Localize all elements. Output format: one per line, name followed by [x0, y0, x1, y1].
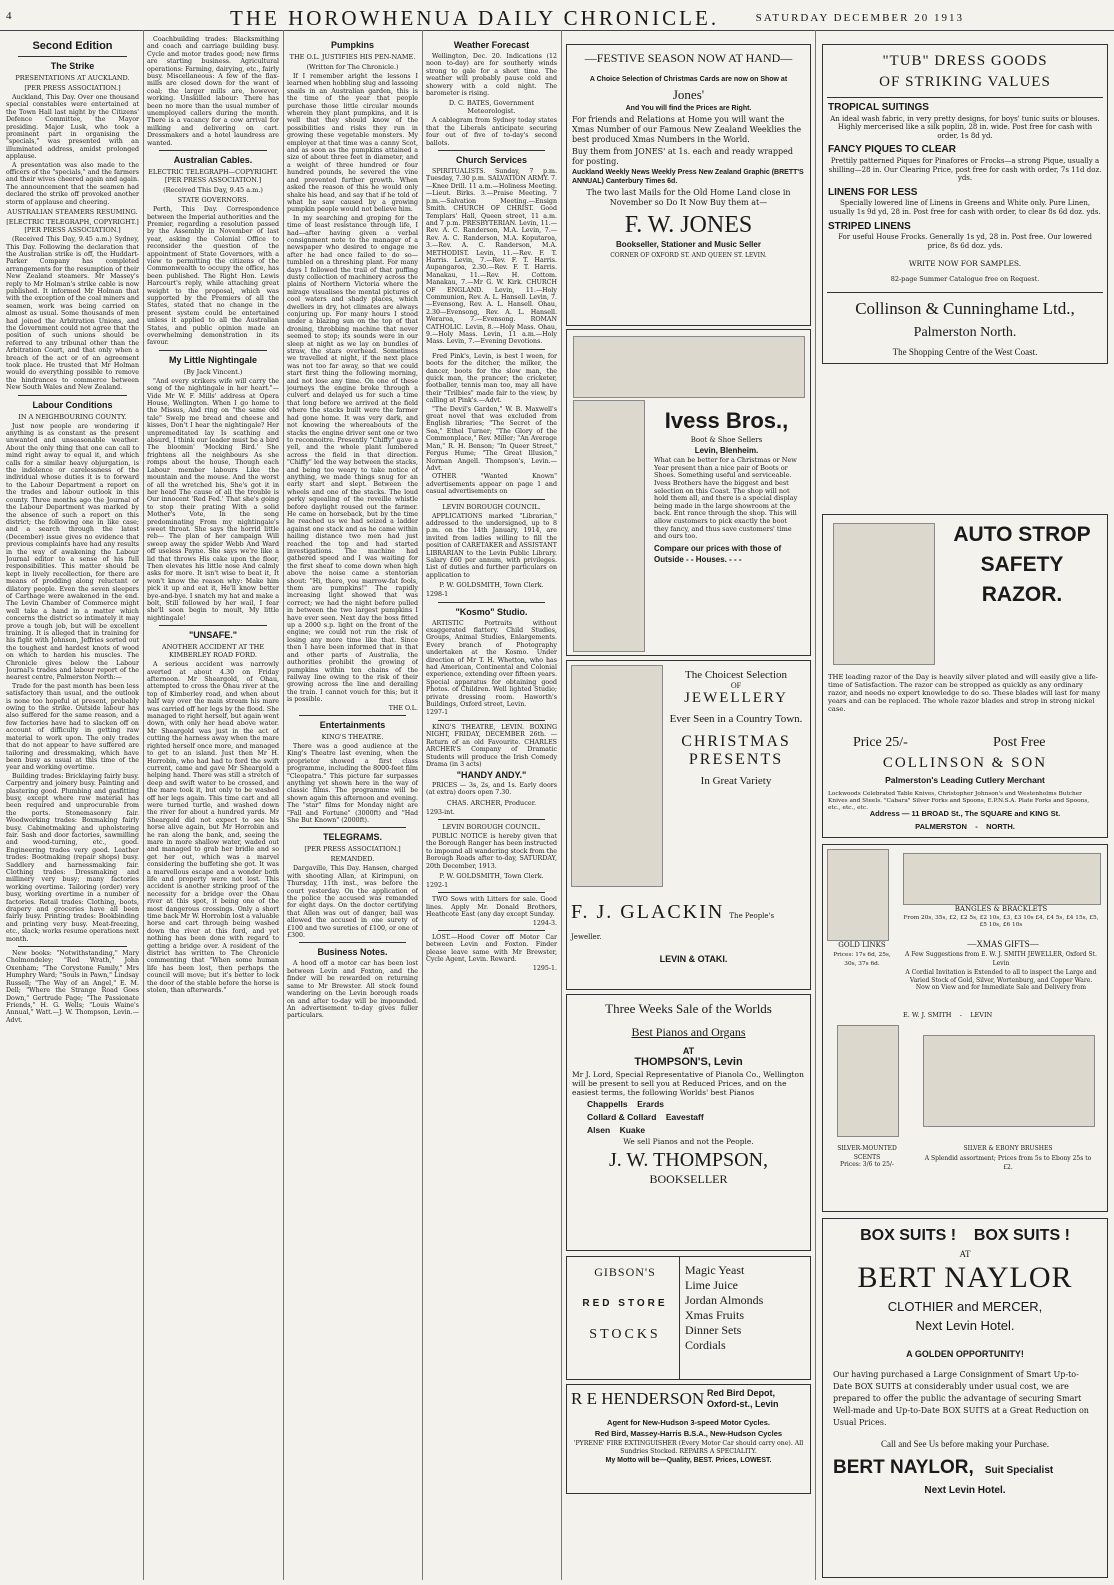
ad-line: 82-page Summer Catalogue free on Request.: [890, 274, 1040, 283]
advert-paragraph: Fred Pink's, Levin, is best I ween, for boots for the ditcher, the milker, the dancer, boots for the slow man, the quick man, the prancer; the cricketer, footballer, tennis man too, may all have their "Trilbies" made fair to the view, by calling at Pink's.—Advt.: [426, 352, 557, 405]
ad-line: SILVER-MOUNTED SCENTS: [837, 1145, 897, 1161]
ad-line: AT: [682, 1046, 695, 1056]
article-paragraph: Just now people are wondering if anything is as constant as the present unwanted and unseasonable weather. About the only thing that one can call to mind right away to equal it, and which calls for a similar heavy objurgation, is the indolence or carelessness of the individual whose duties it is to forward to the Labour Department a report on the trades and labour outlook in this county. Three months ago the Journal of the Labour Department was marked by the absence of such a report on this district; the following one in like case; and a search through the latest (December) issue gives no evidence that previous complaints have had any results in the way of awakening the Labour Journal editor to a sense of his full responsibilities. This matter should be kept in lively recollection, for there are means of prodding along reluctant or dilatory people. Even the seven sleepers of Carthage were awakened in the end. The Levin Chamber of Commerce might well take a hand in a matter which concerns the district so intimately it may prove a tough job, but will be excellent training. It is alleged that in training for his fight with Johnson, Jeffries sorted out the toughest and hardest knots of wood on which to harden his muscles. The Chronicle gives below the Labour Journal's trades and labour report of the nearest centre, Palmerston North:—: [6, 422, 139, 682]
ad-line: Jordan Almonds: [685, 1293, 764, 1307]
gibson-advert: [566, 1256, 811, 1380]
advert-paragraph: PRICES — 3s, 2s, and 1s. Early doors (at extra) doors open 7.30.: [426, 781, 557, 797]
article-paragraph: In my searching and groping for the time of least resistance through life, I had—after having given a verbal consignment note to the manager of a newspaper who desired to engage me after he had once failed to do so—tumbled on a threshing plant. For many days I followed the trail of that puffing dusty collection of machinery across the plains of Northern Victoria where the mirage visualises the mental pictures of cool waters and shady places, which dwellers in dry, hot climates are always conjuring up. For many hours I stood under a blazing sun on the top of that droning, throbbing machine that never seemed to stop; its sounds were in our sleep at night as we lay on bundles of straw, the stars overhead. Sometimes we travelled at night, if the next place was not too far away, so that we could start first thing the following morning, and not lose any time. On one of these journeys the engine broke through a culvert and delayed us for such a time that long before we arrived at the field where the stacks built were the farmer had gone home. It was very dark, and not knowing the whereabouts of the stacks the engine driver sent one or two to reconnoitre. Presently "Chiffy" gave a yell, and the whole plant lumbered across the field in that direction. "Chiffy" led the way between the stacks, and being too weary to take notice of anything, we made things snug for an early start and slept. Between the wheels and one of the stacks. The loud perky squealing of the reveille whistle before daylight roused out the farmer. He came on horseback, but by the time he reached us we had seized a ladder against one stack and as he came within hailing distance two men had just reached the top and had started investigations. The machine had gathered speed and I was waiting for the first sheaf to come down when high above the noise came a stentorian shout: "Hi, there, you marrow-fat fools, them are pumpkins!" The rapidly increasing light showed that was correct; we had the night before pulled in between the two largest pumpkins I have ever seen. Next day the boss fitted up a 2000 s.p. light on the front of the engine; we could not run the risk of losing any more time like that. Since then I have been informed that in that and other parts of Australia, the authorities prohibit the growing of pumpkins within ten chains of the railway line owing to the risk of their growing across the line and derailing the train. I cannot vouch for this; but it is possible.: [287, 214, 418, 704]
ad-line: BOOKSELLER: [649, 1171, 728, 1186]
kings-reference: 1293-int.: [426, 808, 455, 816]
shoes-illustration: [573, 336, 805, 398]
column-3: [287, 36, 418, 1576]
article-paragraph: There was a good audience at the King's Theatre last evening, when the proprietor showed a first class programme, including the 8000-feet film "Cleopatra." This picture far surpasses anything yet shown here in the way of classic films. The programme will be shown again this afternoon and evening. The "star" films for Monday night are "Fall and Fortune" (3000ft) and "Had She But Known" (2000ft).: [287, 742, 418, 824]
ad-line: Prices: 3/6 to 25/-: [840, 1161, 894, 1168]
ad-line: FANCY PIQUES TO CLEAR: [828, 144, 956, 156]
ad-line: AT: [959, 1249, 971, 1259]
column-divider: [422, 30, 423, 1580]
naylor-advert: [822, 1218, 1108, 1578]
ad-line: Chappells Erards: [587, 1099, 664, 1109]
ad-line: Next Levin Hotel.: [915, 1318, 1015, 1333]
ad-line: Call and See Us before making your Purchase.: [881, 1439, 1049, 1449]
ad-line: Specially lowered line of Linens in Greens and White only. Pure Linen, usually 1s 9d yd, 28 in. Post free for cash with order, to clear 8s 6d doz. yds.: [829, 199, 1101, 216]
play-title: "HANDY ANDY.": [456, 770, 527, 781]
ad-line: Auckland Weekly News Weekly Press New Zealand Graphic (BRETT'S ANNUAL) Canterbury Times 6d.: [572, 169, 804, 185]
ad-line: Xmas Fruits: [685, 1308, 745, 1322]
notice-heading: LEVIN BOROUGH COUNCIL.: [442, 822, 541, 831]
column-2: [147, 36, 279, 1576]
thompson-advert: [566, 994, 811, 1251]
article-paragraph: (Received This Day, 9.45 a.m.) Sydney, This Day. Following the declaration that the Australian strike is off, the Huddart-Parker Company has completed arrangements for the resumption of their New Zealand steamers. Mr Massey's reply to Mr Holman's strike cable is now published. It informed Mr Holman that with the exception of the coal miners and seamen, work was being carried on almost as usual. Some thousands of men had joined the Arbitration Unions, and the Government could not agree that the position of such unions should be referred to any tribunal other than the Arbitration Court, and that only when a breach of the act or of an agreement took place. He trusted that Mr Holman would do everything possible to remove the hindrances to commerce between New South Wales and New Zealand.: [6, 236, 139, 392]
sows-reference: 1294-3.: [532, 919, 557, 927]
advert-paragraph: OTHER "Wanted Known" advertisements appear on page 1 and casual advertisements on: [426, 473, 557, 496]
ad-line: Agent for New-Hudson 3-speed Motor Cycles.: [607, 1418, 770, 1427]
ad-line: Collard & Collard Eavestaff: [587, 1112, 704, 1122]
ad-line: BANGLES & BRACKLETS: [954, 905, 1048, 913]
column-divider: [561, 30, 562, 1580]
ad-line: "TUB" DRESS GOODS: [882, 53, 1048, 69]
nightingale-heading: My Little Nightingale: [168, 354, 257, 365]
lost-reference: 1295-1.: [532, 964, 557, 972]
ad-line: 'PYRENE' FIRE EXTINGUISHER (Every Motor Car should carry one). All Sundries Stocked. REPAIRS A SPECIALITY.: [573, 1440, 804, 1455]
article-paragraph: Coachbuilding trades: Blacksmithing and coach and carriage building busy. Cycle and motor trades good; new firms are starting business. Agricultural operations: Farming, dairying, etc., fairly busy. Miscellaneous: A few of the flax-mills are closed down for the want of coal; the larger mills are, however, working. Unskilled labour: There has been no more than the usual number of unemployed callers during the month. There is a vacancy for a cow arrival for milking and delivering on cart. Dressmakers and a hotel laundress are wanted.: [147, 36, 279, 147]
festive-heading: —FESTIVE SEASON NOW AT HAND—: [584, 51, 793, 65]
ad-line: STRIPED LINENS: [828, 220, 911, 232]
ad-line: Post Free: [993, 735, 1046, 750]
article-paragraph: Wellington, Dec. 20. Indications (12 noon to-day) are for southerly winds strong to gale for a short time. The weather will probably pause cold and showery with a cold night. The barometer is rising.: [426, 53, 557, 98]
ad-line: LINENS FOR LESS: [828, 186, 918, 198]
ad-line: In Great Variety: [700, 775, 772, 787]
pumpkins-heading: Pumpkins: [330, 40, 374, 50]
ad-line: OF STRIKING VALUES: [879, 74, 1051, 90]
ad-line: What can be better for a Christmas or New Year present than a nice pair of Boots or Shoes. Something useful and serviceable. Ivess Brothers have the biggest and best selection on this Coast. The shop will not hold them all, and there is a special display being made in the large showroom at the back. Ent rance through the shop. This will allow customers to pick exactly the boot they fancy, and thus save customers' time and ours too.: [654, 456, 798, 541]
masthead-rule: [0, 30, 1114, 31]
ad-line: BOX SUITS ! BOX SUITS !: [860, 1227, 1070, 1244]
advert-paragraph: APPLICATIONS marked "Librarian," addressed to the undersigned, up to 8 p.m. on the 14th January, 1914, are invited from ladies willing to fill the position of CARETAKER and ASSISTANT LIBRARIAN to the Levin Public Library. Salary £60 per annum, with privileges. List of duties and further particulars on application to: [426, 512, 557, 579]
entertainments-subheading: KING'S THEATRE.: [321, 732, 384, 741]
ad-line: WRITE NOW FOR SAMPLES.: [908, 259, 1022, 269]
ad-line: OF: [730, 681, 742, 690]
article-paragraph: Dargaville, This Day. Hansen, charged with shooting Allan, at Kirimpuni, on Thursday, 11th inst., was before the court yesterday. On the application of the police the accused was remanded for eight days. On the doctor certifying that Allen was out of danger, bail was allowed the accused in one surety of £100 and two sureties of £100, or one of £300.: [287, 865, 418, 940]
nightingale-byline: (By Jack Vincent.): [183, 367, 243, 376]
article-paragraph: Building trades: Bricklaying fairly busy. Carpentry and joinery busy. Painting and plastering good. Plumbing and gasfitting busy, except where raw material has been required and unprocurable from the ports. Stonemasonry fair. Woodworking trades: Boxmaking fairly busy. Cabinetmaking and upholstering fair. Sash and door factories, sawmilling and wood-turning, etc., good. Engineering trades very good. Leather trades: Bootmaking (repair shops) busy. Saddlery and harnessmaking fair. Clothing trades: Dressmaking and millinery very busy; many factories working overtime. Tailoring (order) very busy, working overtime in a number of factories. Retail trades: Clothing, boots, drapery and groceries have all been fairly busy. Printing trades: Bookbinding and printing very busy. Meat-freezing, etc., slack; works resume operations next month.: [6, 772, 139, 943]
ad-line: RED STORE: [582, 1298, 668, 1309]
ad-line: Prices: 17s 6d, 25s, 30s, 37s 6d.: [833, 952, 891, 967]
telegrams-heading: TELEGRAMS.: [322, 832, 382, 843]
ad-line: TROPICAL SUITINGS: [828, 102, 929, 113]
ad-line: SAFETY: [980, 553, 1064, 576]
ad-line: Palmerston's Leading Cutlery Merchant: [885, 775, 1045, 785]
kosmo-heading: "Kosmo" Studio.: [455, 606, 528, 617]
ad-line: THE leading razor of the Day is heavily silver plated and will easily give a life-time of Satisfaction. The razor can be stropped as quickly as any ordinary razor, and needs no expert knowledge to do so. These blades will last for many years and can be replaced. The whole razor blades and strop in strong nickel case.: [828, 673, 1101, 713]
ad-line: A Cordial Invitation is Extended to all to inspect the Large and Varied Stock of Gold, Silver, Wortenburg, and Copper Ware. Now on View and for Immediate Sale and Delivery from: [905, 969, 1097, 991]
weather-signature: D. C. BATES, Government Meteorologist.: [448, 99, 535, 116]
advert-paragraph: ARTISTIC Portraits without exaggerated flattery. Child Studies, Groups, Animal Studies, Enlargements. Every branch of Photography undertaken at the Kosmo. Under direction of Mr T. H. Whetton, who has had American, Continental and Colonial experience, extending over fifteen years. Special apparatus for obtaining good Photos. of Children. Well lighted Studio; private dressing room. Haworth's Buildings, Oxford street, Levin.: [426, 619, 557, 709]
page-number: 4: [6, 10, 13, 22]
telegrams-subheading: REMANDED.: [330, 855, 375, 864]
cables-heading: Australian Cables.: [173, 155, 253, 166]
fwjones-name: F. W. JONES: [624, 212, 753, 239]
ad-line: A Choice Selection of Christmas Cards are now on Show at: [589, 76, 788, 83]
ad-line: The two last Mails for the Old Home Land close in November so Do It Now Buy them at—: [586, 188, 791, 208]
ad-line: The Choicest Selection: [684, 669, 788, 681]
column-4: [426, 36, 557, 1576]
ad-line: The Shopping Centre of the West Coast.: [892, 346, 1038, 357]
ad-line: AUTO STROP: [953, 523, 1091, 546]
ad-line: Lockwoods Celebrated Table Knives, Christopher Johnson's and Westenholms Butcher Knives and Steels. "Cabara" Silver Forks and Spoons, E.P.N.S.A. Plate Forks and Spoons, etc., etc., etc.: [828, 791, 1090, 811]
unsafe-heading: "UNSAFE.": [188, 630, 238, 641]
weather-heading: Weather Forecast: [453, 40, 530, 50]
cables-source: ELECTRIC TELEGRAPH—COPYRIGHT. [PER PRESS ASSOCIATION.]: [148, 168, 278, 185]
naylor-signature: BERT NAYLOR,: [833, 1457, 974, 1478]
ad-line: —XMAS GIFTS—: [967, 939, 1039, 949]
ad-line: Our having purchased a Large Consignment of Smart Up-to-Date BOX SUITS at considerably under usual cost, we are prepared to offer the public the advantage of securing Smart Well-made and Up-to-Date BOX SUITS at a Great Reduction on Usual Prices.: [833, 1370, 1089, 1427]
ad-line: A Splendid assortment; Prices from 5s to Ebony 25s to £2.: [924, 1155, 1092, 1171]
issue-date: SATURDAY DECEMBER 20 1913: [755, 12, 964, 24]
boot-illustration: [573, 400, 645, 652]
ad-line: Palmerston North.: [913, 324, 1017, 340]
smith-advert: [822, 844, 1108, 1212]
ad-line: CLOTHIER and MERCER,: [887, 1299, 1043, 1314]
council-signature: P. W. GOLDSMITH, Town Clerk.: [439, 581, 544, 590]
ad-line: An ideal wash fabric, in very pretty designs, for boys' tunic suits or blouses. Highly mercerised like a silk poplin, 28 in. wide. Post free for cash with order, 1s 8d yd.: [830, 114, 1100, 140]
collinson-dress-advert: [822, 44, 1108, 364]
ad-line: SILVER & EBONY BRUSHES: [963, 1145, 1053, 1152]
ad-line: Price 25/-: [853, 735, 908, 750]
henderson-advert: [566, 1384, 811, 1494]
ad-line: Lime Juice: [685, 1278, 738, 1292]
strike-heading: The Strike: [50, 61, 95, 71]
advert-paragraph: PUBLIC NOTICE is hereby given that the Borough Ranger has been instructed to impound all wandering stock from the Borough Roads after to-day, SATURDAY, 20th December, 1913.: [426, 832, 557, 870]
entertainments-heading: Entertainments: [319, 719, 386, 730]
glackin-name: F. J. GLACKIN: [571, 901, 725, 923]
ad-line: PALMERSTON - NORTH.: [915, 822, 1015, 831]
notice-reference: 1292-1: [426, 881, 449, 889]
column-divider: [143, 30, 144, 1580]
pumpkins-signature: THE O.L.: [388, 704, 418, 712]
ad-line: We sell Pianos and not the People.: [623, 1137, 754, 1146]
ad-line: THOMPSON'S, Levin: [634, 1056, 743, 1068]
ad-line: Address — 11 BROAD St., The SQUARE and KING St.: [869, 809, 1061, 818]
article-paragraph: Auckland, This Day. Over one thousand special constables were entertained at the Town Hall last night by the Citizens' Defence Committee, the Mayor presiding. Major Lusk, who took a prominent part in organising the "specials," was presented with an illuminated address, amidst prolonged applause.: [6, 94, 139, 161]
strike-source: [PER PRESS ASSOCIATION.]: [24, 84, 121, 92]
ad-line: Alsen Kuake: [587, 1125, 646, 1135]
bangles-illustration: [903, 853, 1101, 905]
article-paragraph: New books: "Notwithstanding," Mary Cholmondeley; "Red Wrath," John Oxenham; "The Corystone Family," Mrs Humphry Ward; "Souls in Pawn," Lindsay Russell; "The Way of an Angel," E. M. Dell; "Where the Strange Road Goes Down," Gertrude Page; "The Passionate Friends," H. G. Wells; "Louis Waine's Annual," Watt.—J. W. Thompson, Levin.—Advt.: [6, 950, 139, 1024]
scent-bottle-illustration: [837, 1025, 899, 1137]
jones-advert: [566, 44, 811, 326]
notice-signature: P. W. GOLDSMITH, Town Clerk.: [439, 871, 544, 880]
column-divider: [815, 30, 816, 1580]
article-paragraph: A cablegram from Sydney today states that the Liberals anticipate securing four out of five of to-day's second ballots.: [426, 117, 557, 147]
ad-line: GOLD LINKS: [838, 941, 886, 949]
ad-line: RAZOR.: [981, 583, 1063, 606]
advert-paragraph: LOST.—Hood Cover off Motor Car between Levin and Foxton. Finder please leave same with Mr Brewster, Cycle Agent, Levin. Reward.: [426, 934, 557, 964]
thompson-name: J. W. THOMPSON,: [608, 1148, 769, 1171]
henderson-name: R E HENDERSON: [571, 1389, 705, 1408]
business-heading: Business Notes.: [317, 947, 388, 958]
ad-line: Best Pianos and Organs: [631, 1025, 746, 1039]
ad-line: Red Bird, Massey-Harris B.S.A., New-Hudson Cycles: [594, 1428, 783, 1438]
labour-subheading: IN A NEIGHBOURING COUNTY.: [18, 412, 127, 421]
ad-line: CORNER OF OXFORD ST. AND QUEEN ST. LEVIN.: [610, 251, 767, 259]
ad-line: For useful House Frocks. Generally 1s yd, 28 in. Post free. Our lowered price, 8s 6d doz. yds.: [838, 233, 1092, 250]
ad-line: GIBSON'S: [594, 1265, 656, 1279]
ivess-advert: [566, 329, 811, 656]
article-paragraph: A hood off a motor car has been lost between Levin and Foxton, and the finder will be rewarded on returning same to Mr Brewster. All stock found wandering on the Levin borough roads on and after to-day will be impounded. An advertisement to-day gives fuller particulars.: [287, 960, 418, 1020]
brush-illustration: [923, 1035, 1095, 1127]
council-reference: 1298-1: [426, 591, 449, 599]
telegrams-source: [PER PRESS ASSOCIATION.]: [304, 845, 401, 854]
ad-line: Bookseller, Stationer and Music Seller: [616, 240, 761, 250]
ad-line: Mr J. Lord, Special Representative of Pianola Co., Wellington will be present to sell you at Reduced Prices, and on the easiest terms, the following Worlds' best Pianos: [572, 1070, 804, 1097]
masthead: [0, 0, 1114, 30]
ad-line: Levin, Blenheim.: [694, 445, 759, 455]
links-illustration: [827, 849, 889, 941]
ad-line: STOCKS: [589, 1327, 661, 1342]
naylor-name: BERT NAYLOR: [857, 1261, 1073, 1294]
poem-text: "And every strikers wife will carry the song of the nightingale in her heart."—Vide Mr W. F. Mills' address at Opera House, Wellington. When I go home to the Missus, And ring on "the same old tale" Swelp me bread and cheese and kisses, Don't I hear the nightingale? Her unpremeditated lay Is scathing and absurd, I think our leader must be a bird The bloomin' 'Mocking Bird.' She frightens all the neighbours As she romps about the house, Though each Labour member labours Like the mountain and the mouse. And the worst of all the wretched bis, She's got it in her head The cause of all the trouble is Our innocent 'Red Fed.' That she's going to stop their prating With a solid Mother's Vote, In the song predominating From my nightingale's sweet throat. She says the horrid little reb— The plan of her campaign Will sweep away the spider Webb And Ward off useless Payne. She says we're like a lid that throws His cake upon the floor, Then elevates his little nose And calmly asks for more. It isn't wise to beat it, It won't know the reason why: Make him pick it up and eat it, He'll know better bye-and-bye. I snatch my hat and make a bolt, Still followed by her wail, I fear she'll soon begin to moult, My little nightingale!: [147, 377, 279, 622]
autostrop-advert: [822, 514, 1108, 838]
ad-line: A GOLDEN OPPORTUNITY!: [906, 1349, 1024, 1359]
ad-line: For friends and Relations at Home you will want the Xmas Number of our Famous New Zealand Weeklies the best produced Xmas Numbers in the World.: [572, 115, 802, 145]
ad-line: My Motto will be—Quality, BEST. Prices, LOWEST.: [605, 1457, 772, 1464]
ad-line: Compare our prices with those of Outside - - Houses. - - -: [654, 543, 782, 564]
steamers-subheading: AUSTRALIAN STEAMERS RESUMING.: [7, 208, 138, 217]
ad-line: Suit Specialist: [984, 1465, 1054, 1476]
pumpkins-subheading: THE O.L. JUSTIFIES HIS PEN-NAME.: [289, 53, 416, 61]
ad-line: From 20s, 35s, £2, £2 5s, £2 10s, £3, £3 10s £4, £4 5s, £4 15s, £5, £5 10s, £6 10s: [903, 915, 1099, 928]
advert-paragraph: "The Devil's Garden," W. B. Maxwell's great novel that was excluded from English libraries; "The Secret of the Sea," Ethel Turner; "The Glory of the Commonplace," Rev. Miller; "An Average Man," R. H. Benson; "In Queer Street," Fergus Hume; "The Great Illusion," Norman Angell. Thompson's, Levin.—Advt.: [426, 405, 557, 472]
collinson-son-name: COLLINSON & SON: [882, 755, 1048, 771]
church-listing: SPIRITUALISTS. Sunday, 7 p.m. Tuesday, 7.30 p.m. SALVATION ARMY. 7.—Knee Drill. 11 a.m.—Holiness Meeting.—Lieut. Birks. 3.—Praise Meeting. 7 p.m.—Salvation Meeting.—Ensign Smith. CHURCH OF CHRIST. Good Templars' Hall, Queen street, 11 a.m. and 7 p.m. PRESBYTERIAN. Levin, 11.—Rev. A. C. Randerson, M.A. Levin, 7.—Rev. A. C. Randerson, M.A. Koputaroa, 3.—Rev. A. C. Randerson, M.A. METHODIST. Levin, 11.—Rev. F. T. Harris. Levin, 7.—Rev. F. T. Harris. Aupangaroa, 2.30.—Rev. F. T. Harris. Manakau, 11.—Rev. H. Cottom. Manakau, 7.—Mr G. W. Kirk. CHURCH OF ENGLAND. Levin, 11.—Holy Communion, Rev. A. L. Hansell. Levin, 7.—Evensong, Rev. A. L. Hansell. Ohau, 2.30—Evensong, Rev. A. L. Hansell. Weraroa, 7.—Evensong. ROMAN CATHOLIC. Levin, 8.—Holy Mass. Ohau, 9.—Holy Mass. Levin, 11 a.m.—Holy Mass. Levin, 7.—Evening Devotions.: [426, 168, 557, 346]
strike-subheading: PRESENTATIONS AT AUCKLAND.: [15, 74, 130, 82]
ad-line: Magic Yeast: [685, 1263, 745, 1277]
pumpkins-note: (Written for The Chronicle.): [306, 63, 399, 71]
cables-received: (Received This Day, 9.45 a.m.): [163, 186, 263, 195]
labour-heading: Labour Conditions: [32, 399, 113, 410]
newspaper-title: THE HOROWHENUA DAILY CHRONICLE.: [230, 6, 720, 30]
ad-line: Jones': [672, 86, 705, 102]
woman-illustration: [571, 665, 663, 887]
ad-line: Cordials: [685, 1338, 726, 1352]
cables-subheading: STATE GOVERNORS.: [177, 196, 249, 205]
glackin-advert: [566, 660, 811, 990]
unsafe-subheading: ANOTHER ACCIDENT AT THE KIMBERLEY ROAD FORD.: [161, 643, 265, 660]
advert-paragraph: TWO Sows with Litters for sale. Good lines. Apply Mr. Donald Brothers, Heathcote East (any day except Sunday.: [426, 896, 557, 919]
ad-line: Red Bird Depot, Oxford-st., Levin: [707, 1388, 779, 1409]
column-divider: [283, 30, 284, 1580]
advert-paragraph: KING'S THEATRE, LEVIN. BOXING NIGHT, FRIDAY, DECEMBER 26th. —Return of an old Favourite. CHARLES ARCHER'S Company of Dramatic Students will produce the Irish Comedy Drama (in 3 acts): [426, 723, 557, 768]
ad-line: Ever Seen in a Country Town.: [669, 713, 803, 725]
column-1: [6, 36, 139, 1576]
ad-line: Next Levin Hotel.: [924, 1485, 1006, 1496]
ad-line: Buy them from JONES' at 1s. each and ready wrapped for posting.: [572, 147, 794, 167]
ad-line: Dinner Sets: [685, 1323, 742, 1337]
ad-line: LEVIN & OTAKI.: [659, 954, 728, 964]
ad-line: JEWELLERY: [684, 690, 788, 706]
razor-illustration: [833, 523, 935, 665]
article-paragraph: A presentation was also made to the officers of the "specials," and the farmers and their wives cheered again and again. The announcement that the seamen had declared the strike off provoked another storm of applause and cheering.: [6, 161, 139, 206]
ad-line: Boot & Shoe Sellers: [690, 436, 763, 444]
edition-heading: Second Edition: [32, 40, 113, 52]
ad-line: Three Weeks Sale of the Worlds: [605, 1001, 772, 1016]
kings-signature: CHAS. ARCHER, Producer.: [446, 798, 537, 807]
ad-line: The People's Jeweller.: [571, 912, 775, 941]
ad-line: Prettily patterned Piques for Pinafores or Frocks—a strong Pique, usually a shilling—28 in. Our Clearing Price, post free for cash with order, 7s 11d doz. yds.: [828, 156, 1102, 183]
ad-line: E. W. J. SMITH - LEVIN: [903, 1011, 993, 1019]
steamers-source: [ELECTRIC TELEGRAPH, COPYRIGHT.] [PER PRESS ASSOCIATION.]: [6, 218, 139, 235]
ad-line: CHRISTMAS PRESENTS: [681, 733, 791, 768]
council-heading: LEVIN BOROUGH COUNCIL.: [442, 502, 541, 511]
collinson-name: Collinson & Cunninghame Ltd.,: [855, 298, 1075, 318]
article-paragraph: If I remember aright the lessons I learned when hobbling slug and lassoing snails in an Australian garden, this is the time of the year that people purchase those little circular mounds wherein they plant pumpkins, and it is well that they should know of the possibilities and risks they run in growing these vegetable monsters. My employer at that time was a canny Scot, and as soon as the pumpkins attained a size of about three feet in diameter, and a weight of three hundred or four hundred pounds, he severed the vine and prevented further growth. When asked the reason of this he would only shake his head, and say that if he told of what he saw caused by a growing pumpkin people would not believe him.: [287, 73, 418, 214]
article-paragraph: A serious accident was narrowly averted at about 4.30 on Friday afternoon. Mr Sheargold, of Ohau, attempted to cross the Ohau river at the top of Kimberley road, and when about half way over the main stream his mare was carried off her legs by the flood. She managed to right herself, but again went down, with only her head above water. Mr Sheargold was just in the act of cutting the harness away when the mare righted herself once more, and managed to get to an island. Just then Mr H. Horrobin, who had had to ford the swift current, came and gave Mr Sheargold a helping hand. There was still a stretch of deep and swift water to be crossed, and the mare took it, but only to be washed off her legs again. This time cart and all were turned turtle, and washed down the river for about a hundred yards. Mr Sheargold did not expect to see his horse alive again, but Mr Horrobin and he ran along the bank, and, seeing the mare in more shallow water, waded out and managed to grab her bridle and so get her out, which was a marvel considering the buffeting she got. It was a marvellous escape and a wonder both life and property were not lost. This accident is another striking proof of the necessity for a bridge over the Ohau river at this spot, it being one of the most dangerous crossings. Only a short time back Mr W. Horrobin lost a valuable horse and cart through being washed down the river at this ford, and yet nothing has been done with regard to getting a bridge over. A resident of the district has written to The Chronicle commenting that "When some human life has been lost, then perhaps the council will move; but it's better to lock the door of the stable before the horse is stolen, than afterwards.": [147, 661, 279, 995]
ivess-name: Ivess Bros.,: [664, 408, 789, 433]
article-paragraph: Trade for the past month has been less satisfactory than usual, and the outlook is none too hopeful at present, probably owing to the strike. Outside labour has also suffered for the same reason, and a few factories have had to slacken off on account of difficulty in getting raw material to work upon. The only trades that do not appear to have suffered are tailoring and dressmaking, which have been busy as usual at this time of the year and working overtime.: [6, 682, 139, 772]
ad-line: A Few Suggestions from E. W. J. SMITH JEWELLER, Oxford St. Levin: [905, 951, 1097, 967]
church-heading: Church Services: [455, 155, 528, 166]
ad-line: And You will find the Prices are Right.: [625, 104, 752, 112]
article-paragraph: Perth, This Day. Correspondence between the Imperial authorities and the Premier, regarding a resolution passed by the Assembly in November of last year, asking the Colonial Office to reconsider the question of the appointment of State Governors, with a view to permitting the citizens of the Commonwealth to occupy the office, has been published. The Right Hon. Lewis Harcourt's reply, while attaching great weight to the proposal, which was supported by the Premiers of all the States, stated that no change in the present system could be entertained unless it applied to all the Australian States, and public opinion made an overwhelming demonstration in its favour.: [147, 206, 279, 347]
kosmo-reference: 1297-1: [426, 709, 449, 717]
